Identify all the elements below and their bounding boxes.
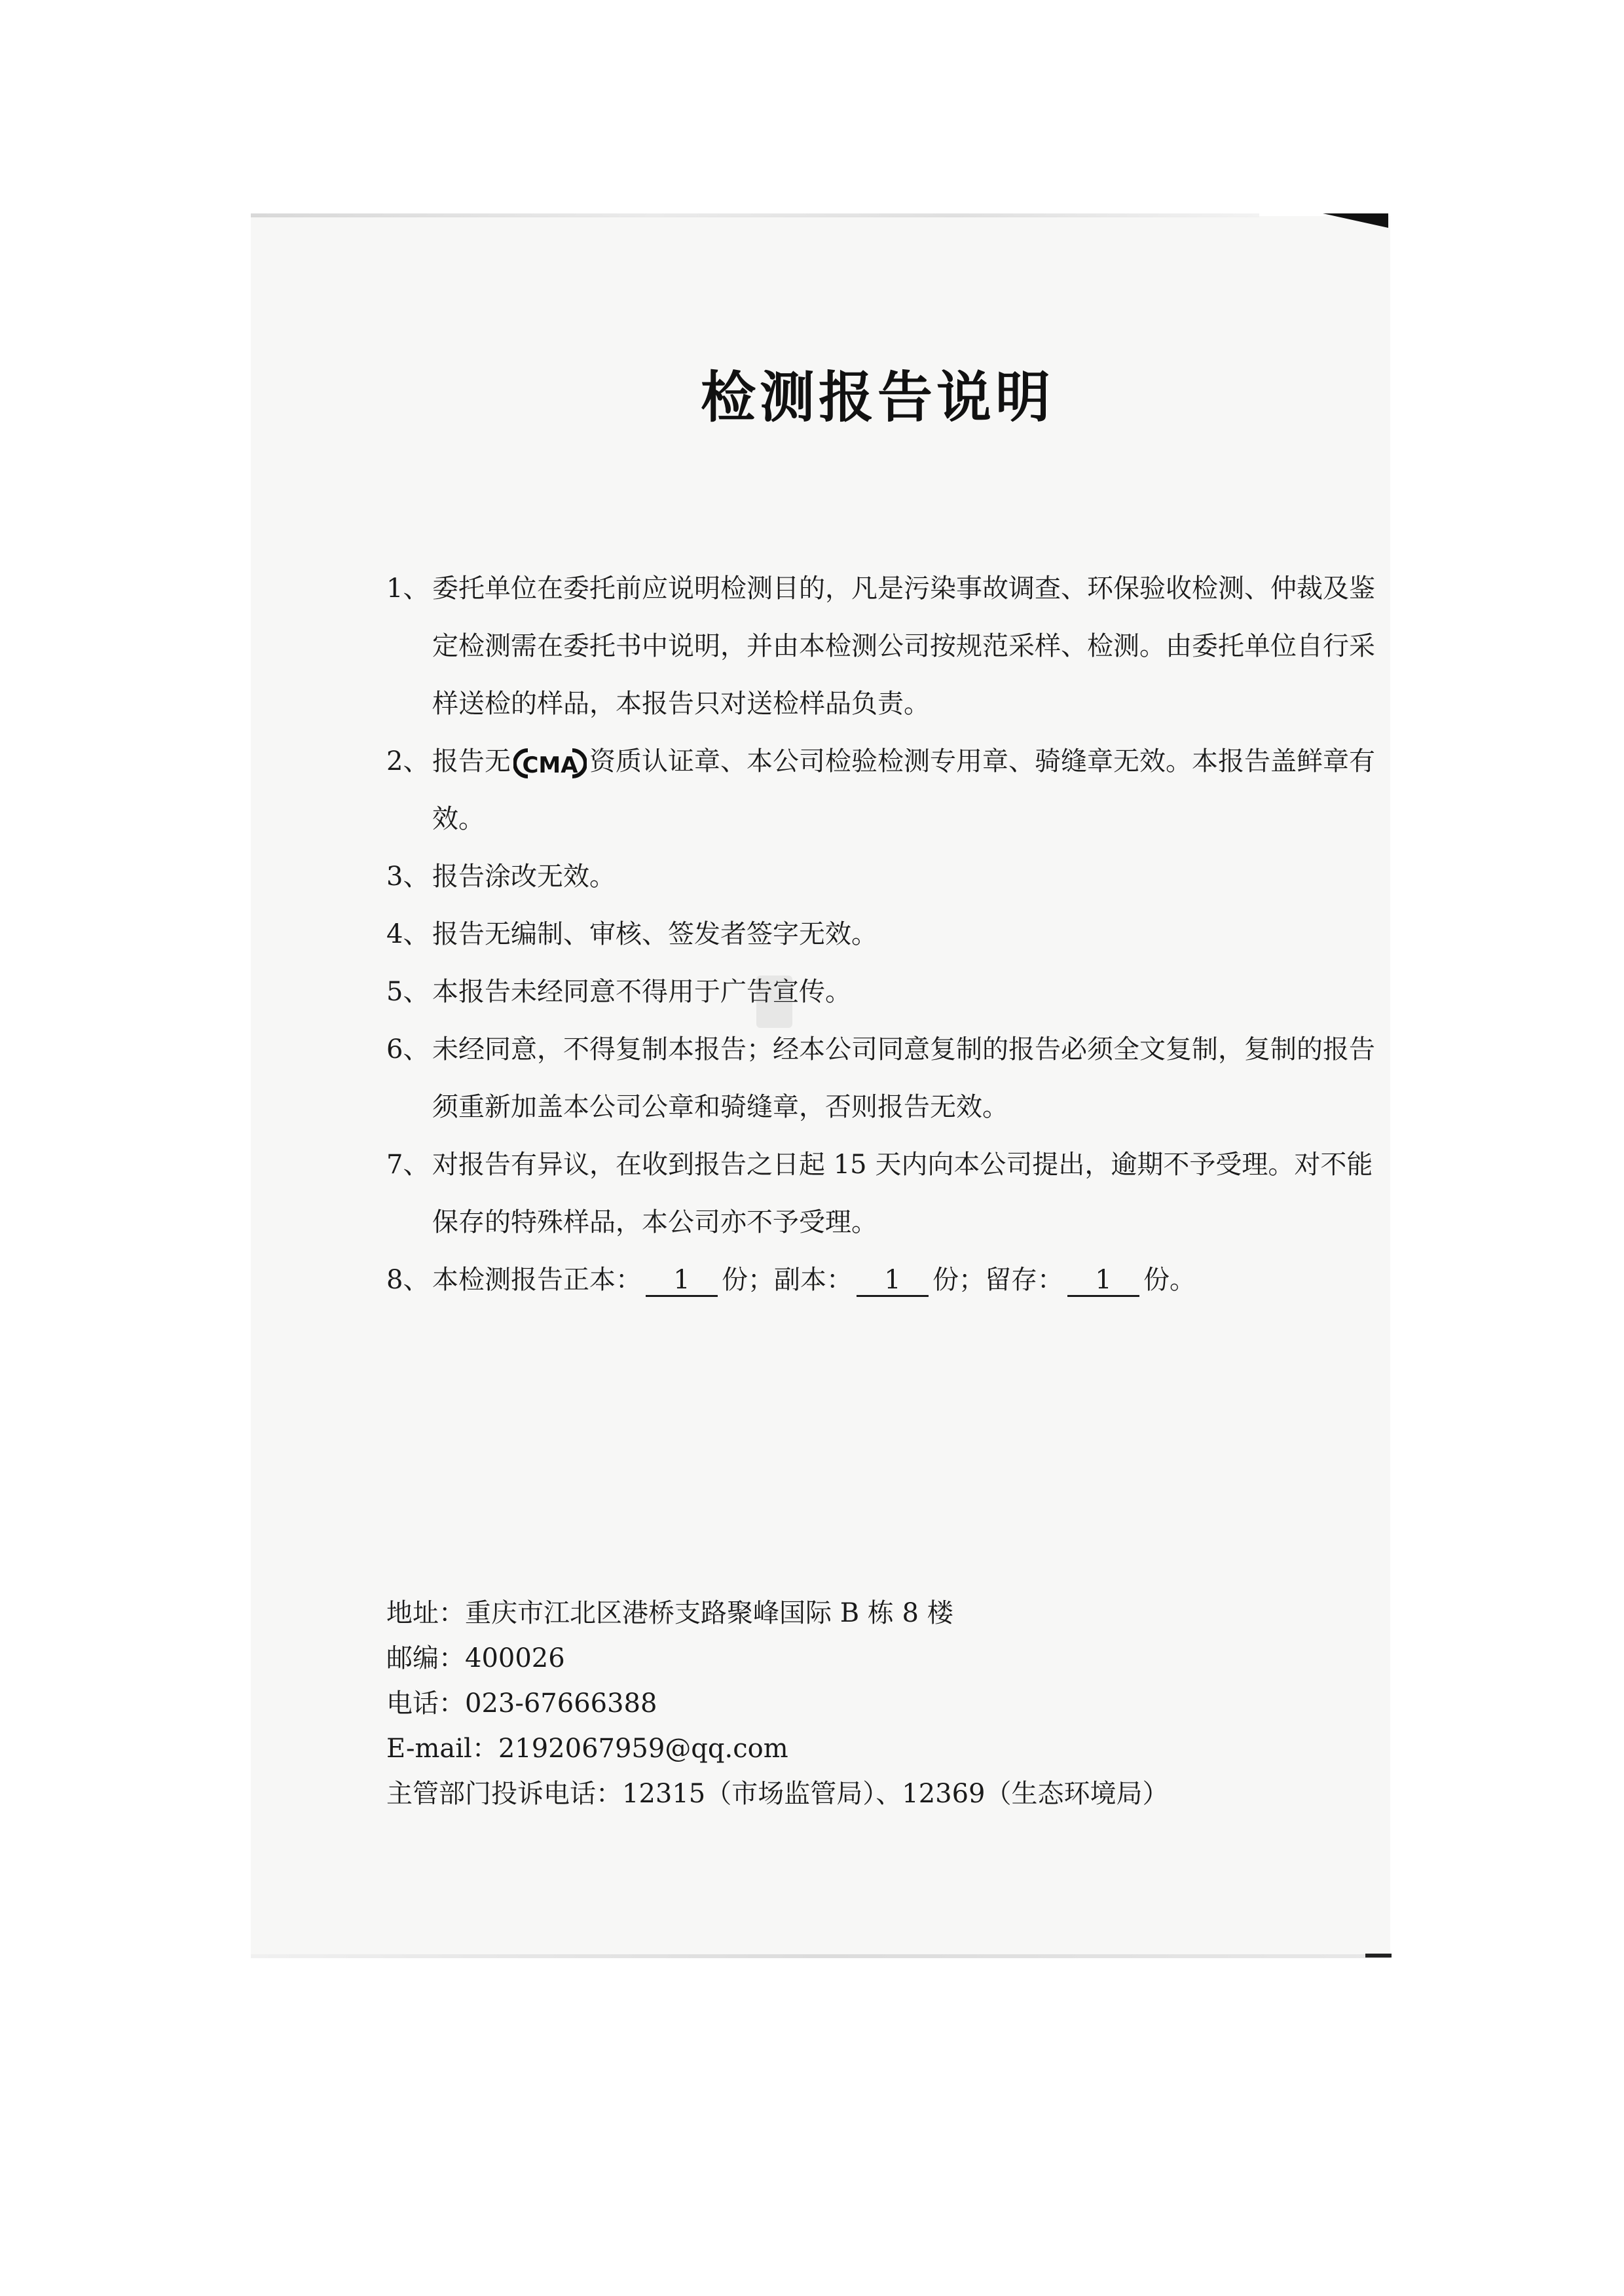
note-text: 报告无编制、审核、签发者签字无效。: [432, 919, 877, 949]
note-text: 本报告未经同意不得用于广告宣传。: [432, 977, 851, 1007]
copy-count-unit-3: 份。: [1143, 1265, 1196, 1295]
note-item-4: [386, 905, 1382, 963]
cma-icon-label: CMA: [522, 752, 578, 778]
scan-top-edge: [251, 213, 1259, 217]
corner-mark-bottom: [1365, 1954, 1392, 1958]
note-item-7: [386, 1136, 1382, 1251]
note-item-8: [386, 1251, 1382, 1309]
cma-certification-icon: [513, 746, 587, 780]
note-item-2: [386, 733, 1382, 848]
note-number: 3、: [386, 862, 430, 892]
note-number: 2、: [386, 746, 430, 776]
page-title: 检测报告说明: [700, 365, 1054, 429]
contact-email: E-mail：2192067959@qq.com: [386, 1734, 788, 1764]
contact-postcode: 邮编：400026: [386, 1643, 565, 1673]
copy-count-unit-2: 份；留存：: [932, 1265, 1063, 1295]
note-text: 未经同意，不得复制本报告；经本公司同意复制的报告必须全文复制，复制的报告须重新加盖本公司公章和骑缝章，否则报告无效。: [432, 1034, 1375, 1122]
note-text-before: 报告无: [432, 746, 511, 776]
note-number: 4、: [386, 919, 430, 949]
note-item-3: [386, 848, 1382, 905]
contact-address: 地址：重庆市江北区港桥支路聚峰国际 B 栋 8 楼: [386, 1598, 953, 1628]
contact-block: [386, 1591, 1382, 1817]
copy-count: 1: [857, 1265, 929, 1297]
note-number: 7、: [386, 1150, 430, 1180]
note-number: 5、: [386, 977, 430, 1007]
note-text-after: 资质认证章、本公司检验检测专用章、骑缝章无效。本报告盖鲜章有效。: [432, 746, 1375, 834]
original-count: 1: [646, 1265, 718, 1297]
contact-complaint-phone: 主管部门投诉电话：12315（市场监管局）、12369（生态环境局）: [386, 1779, 1169, 1809]
note-text: 对报告有异议，在收到报告之日起 15 天内向本公司提出，逾期不予受理。对不能保存的特殊样品，本公司亦不予受理。: [432, 1150, 1373, 1237]
copy-count-unit-1: 份；副本：: [722, 1265, 853, 1295]
note-number: 6、: [386, 1034, 430, 1065]
note-item-1: [386, 560, 1382, 733]
corner-mark-top: [1323, 213, 1388, 228]
scan-bottom-edge: [251, 1954, 1390, 1958]
note-number: 1、: [386, 574, 430, 604]
notes-list: [386, 560, 1382, 1309]
note-number: 8、: [386, 1265, 430, 1295]
copy-count-prefix: 本检测报告正本：: [432, 1265, 642, 1295]
contact-phone: 电话：023-67666388: [386, 1688, 657, 1719]
note-item-6: [386, 1021, 1382, 1136]
note-text: 报告涂改无效。: [432, 862, 616, 892]
note-text: 委托单位在委托前应说明检测目的，凡是污染事故调查、环保验收检测、仲裁及鉴定检测需在委托书中说明，并由本检测公司按规范采样、检测。由委托单位自行采样送检的样品，本报告只对送检样品负责。: [432, 574, 1375, 719]
archive-count: 1: [1067, 1265, 1139, 1297]
note-item-5: [386, 963, 1382, 1021]
